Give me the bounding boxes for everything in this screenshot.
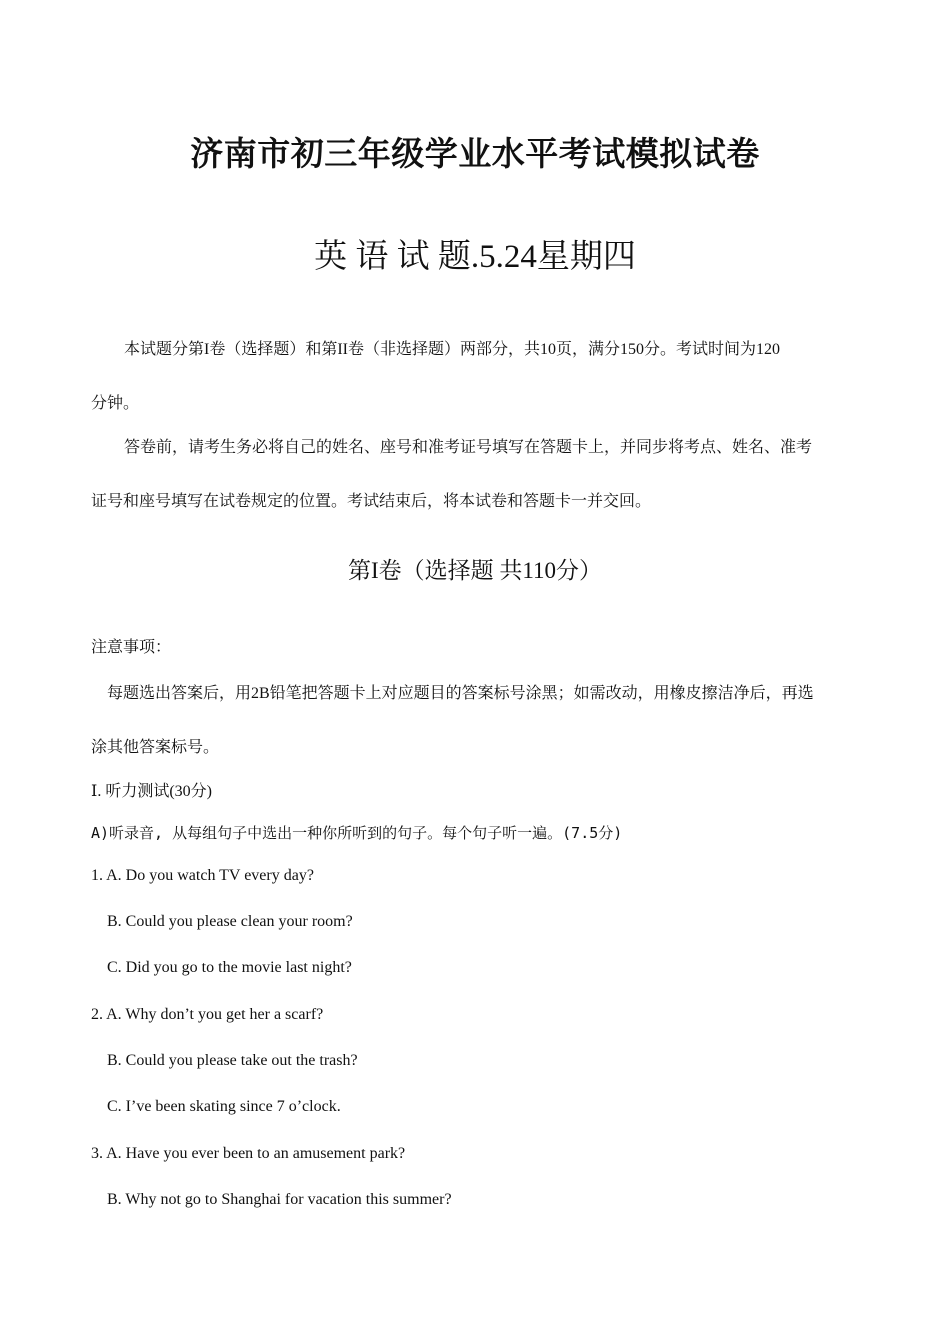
- option-text: A. Do you watch TV every day?: [106, 867, 314, 884]
- notice-line-2: 涂其他答案标号。: [91, 739, 220, 756]
- question-1-option-b: B. Could you please clean your room?: [107, 913, 353, 930]
- question-3-option-b: B. Why not go to Shanghai for vacation this summer?: [107, 1191, 452, 1208]
- question-2-option-b: B. Could you please take out the trash?: [107, 1052, 358, 1069]
- intro-paragraph-2-line-2: 证号和座号填写在试卷规定的位置。考试结束后，将本试卷和答题卡一并交回。: [91, 493, 652, 510]
- intro-paragraph-1-line-2: 分钟。: [91, 395, 140, 412]
- question-number: 3.: [91, 1145, 103, 1162]
- part-a-instruction: A)听录音, 从每组句子中选出一种你所听到的句子。每个句子听一遍。(7.5分): [91, 824, 623, 842]
- section-1-heading: 第I卷（选择题 共110分）: [347, 558, 603, 583]
- option-text: A. Have you ever been to an amusement park?: [106, 1145, 406, 1162]
- listening-part-heading: Ⅰ. 听力测试(30分): [91, 783, 212, 800]
- question-1-option-a: [91, 867, 314, 885]
- question-2-option-a: [91, 1006, 323, 1024]
- intro-paragraph-1-line-1: 本试题分第I卷（选择题）和第II卷（非选择题）两部分，共10页，满分150分。考试时间为120: [124, 341, 780, 358]
- question-number: 1.: [91, 867, 103, 884]
- intro-paragraph-2-line-1: 答卷前，请考生务必将自己的姓名、座号和准考证号填写在答题卡上，并同步将考点、姓名、准考: [124, 439, 813, 456]
- notice-label: 注意事项：: [91, 639, 172, 656]
- question-3-option-a: [91, 1145, 405, 1163]
- option-text: A. Why don’t you get her a scarf?: [106, 1006, 324, 1023]
- question-number: 2.: [91, 1006, 103, 1023]
- question-2-option-c: C. I’ve been skating since 7 o’clock.: [107, 1098, 341, 1115]
- exam-subtitle: 英 语 试 题.5.24星期四: [314, 239, 636, 275]
- notice-line-1: 每题选出答案后，用2B铅笔把答题卡上对应题目的答案标号涂黑；如需改动，用橡皮擦洁净后，再选: [107, 685, 814, 702]
- exam-title: 济南市初三年级学业水平考试模拟试卷: [190, 137, 760, 173]
- question-1-option-c: C. Did you go to the movie last night?: [107, 959, 352, 976]
